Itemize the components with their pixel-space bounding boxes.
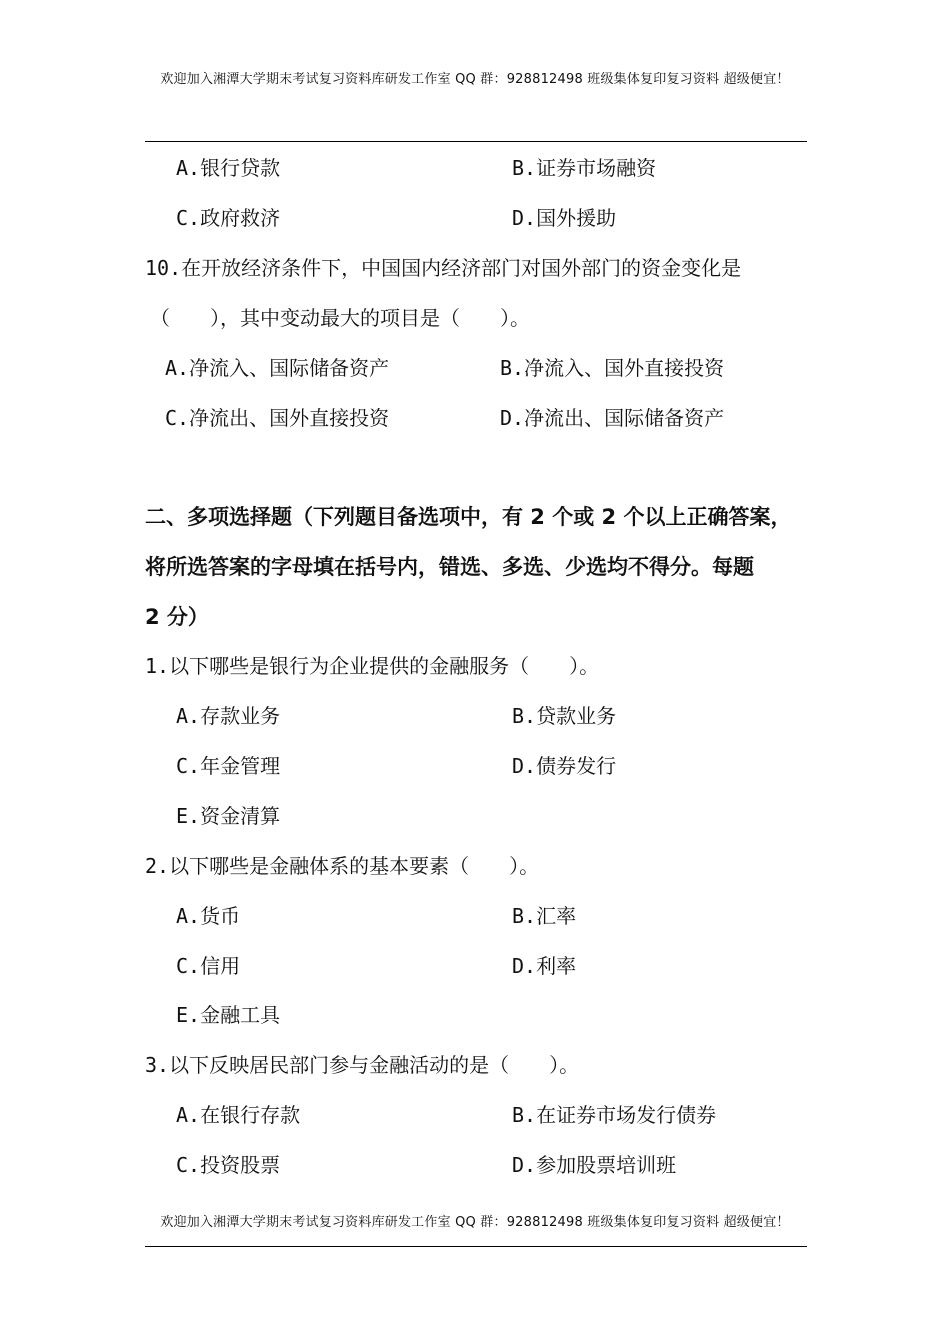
section2-heading-line1: 二、多项选择题（下列题目备选项中，有 2 个或 2 个以上正确答案， bbox=[145, 505, 792, 529]
mq3-option-a: A.在银行存款 bbox=[176, 1103, 301, 1127]
mq3-option-c: C.投资股票 bbox=[176, 1153, 281, 1177]
section2-heading-line3: 2 分） bbox=[145, 605, 209, 629]
mq2-option-b: B.汇率 bbox=[512, 904, 577, 928]
q9-option-b: B.证券市场融资 bbox=[512, 156, 657, 180]
section2-heading-line2: 将所选答案的字母填在括号内，错选、多选、少选均不得分。每题 bbox=[145, 555, 754, 579]
mq3-option-b: B.在证券市场发行债券 bbox=[512, 1103, 717, 1127]
q9-option-c: C.政府救济 bbox=[176, 206, 281, 230]
mq2-stem: 2.以下哪些是金融体系的基本要素（ ）。 bbox=[145, 854, 540, 878]
q10-option-d: D.净流出、国际储备资产 bbox=[500, 406, 725, 430]
mq1-option-a: A.存款业务 bbox=[176, 704, 281, 728]
mq2-option-d: D.利率 bbox=[512, 954, 577, 978]
mq1-stem: 1.以下哪些是银行为企业提供的金融服务（ ）。 bbox=[145, 654, 600, 678]
page-footer-text: 欢迎加入湘潭大学期末考试复习资料库研发工作室 QQ 群：928812498 班级集体复印复习资料 超级便宜！ bbox=[160, 1215, 790, 1230]
header-divider bbox=[145, 141, 807, 142]
mq1-option-e: E.资金清算 bbox=[176, 804, 281, 828]
page-header-text: 欢迎加入湘潭大学期末考试复习资料库研发工作室 QQ 群：928812498 班级集体复印复习资料 超级便宜！ bbox=[160, 72, 790, 87]
q10-option-c: C.净流出、国外直接投资 bbox=[165, 406, 390, 430]
mq2-option-a: A.货币 bbox=[176, 904, 241, 928]
q9-option-a: A.银行贷款 bbox=[176, 156, 281, 180]
q10-stem-line1: 10.在开放经济条件下，中国国内经济部门对国外部门的资金变化是 bbox=[145, 256, 742, 280]
mq3-stem: 3.以下反映居民部门参与金融活动的是（ ）。 bbox=[145, 1053, 580, 1077]
mq1-option-b: B.贷款业务 bbox=[512, 704, 617, 728]
q10-stem-line2: （ ），其中变动最大的项目是（ ）。 bbox=[150, 306, 530, 330]
mq1-option-c: C.年金管理 bbox=[176, 754, 281, 778]
q10-option-b: B.净流入、国外直接投资 bbox=[500, 356, 725, 380]
q10-option-a: A.净流入、国际储备资产 bbox=[165, 356, 390, 380]
mq3-option-d: D.参加股票培训班 bbox=[512, 1153, 677, 1177]
footer-divider bbox=[145, 1246, 807, 1247]
mq2-option-e: E.金融工具 bbox=[176, 1003, 281, 1027]
q9-option-d: D.国外援助 bbox=[512, 206, 617, 230]
mq1-option-d: D.债券发行 bbox=[512, 754, 617, 778]
mq2-option-c: C.信用 bbox=[176, 954, 241, 978]
